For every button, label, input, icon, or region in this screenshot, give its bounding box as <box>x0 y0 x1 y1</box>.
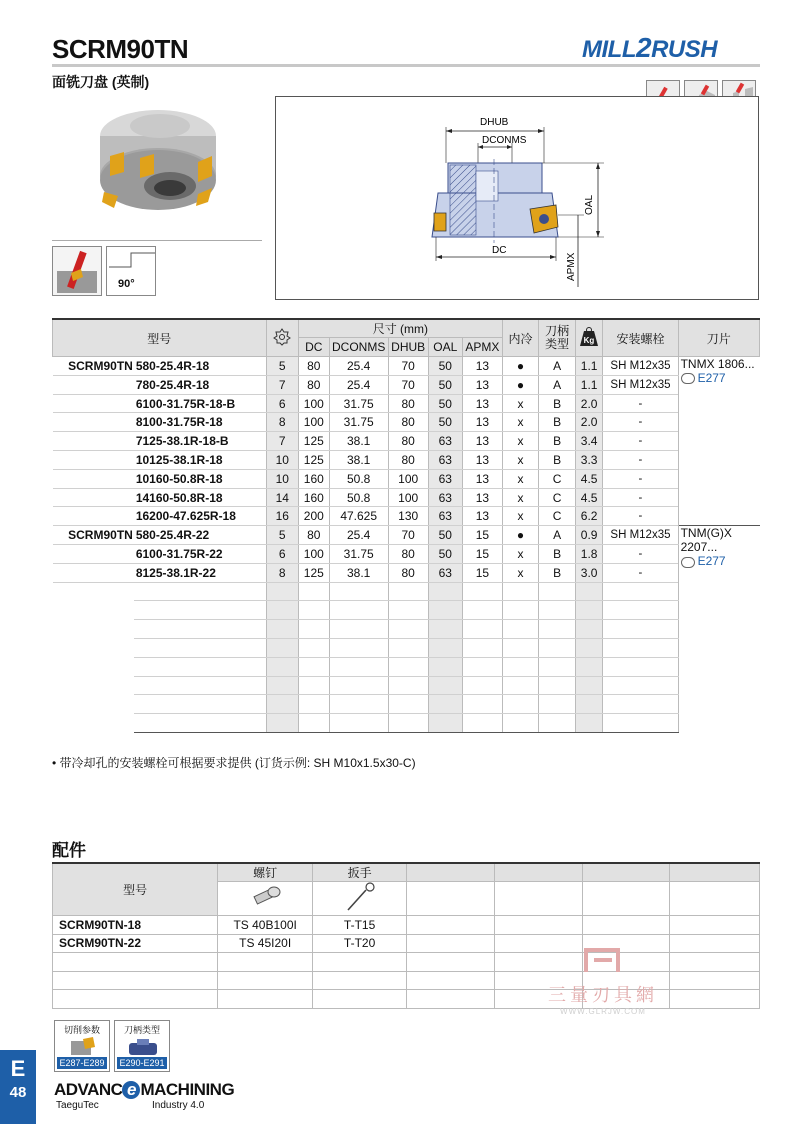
footnote: • 带冷却孔的安装螺栓可根据要求提供 (订货示例: SH M10x1.5x30-C) <box>52 756 416 770</box>
kg-cell: 2.0 <box>575 394 602 413</box>
col-header-bolt: 安装螺栓 <box>603 319 678 357</box>
dc-cell: 125 <box>299 563 330 582</box>
ref-pages: E287-E289 <box>57 1057 107 1069</box>
page-number: 48 <box>9 1084 27 1101</box>
table-row <box>53 394 760 413</box>
page-subtitle: 面铣刀盘 (英制) <box>52 74 150 90</box>
dhub-cell: 70 <box>388 375 428 394</box>
wrench-icon <box>340 882 380 912</box>
model-cell: 7125-38.1R-18-B <box>134 432 266 451</box>
dc-cell: 80 <box>299 375 330 394</box>
shank-cell: C <box>539 488 576 507</box>
kg-cell: 1.1 <box>575 357 602 376</box>
dhub-cell: 70 <box>388 526 428 545</box>
dconms-cell: 50.8 <box>329 488 388 507</box>
dhub-cell: 80 <box>388 413 428 432</box>
shank-cell: C <box>539 469 576 488</box>
bolt-cell: - <box>603 413 678 432</box>
screw-icon <box>245 883 285 911</box>
col-header-insert: 刀片 <box>678 319 759 357</box>
ref-caption: 刀柄类型 <box>123 1025 160 1035</box>
shank-cell: C <box>539 507 576 526</box>
dim-label-oal: OAL <box>584 194 595 215</box>
dc-cell: 80 <box>299 357 330 376</box>
bolt-cell: SH M12x35 <box>603 526 678 545</box>
dconms-cell: 50.8 <box>329 469 388 488</box>
coolant-cell: x <box>502 413 539 432</box>
coolant-cell: ● <box>502 357 539 376</box>
watermark-url: WWW.GLRJW.COM <box>560 1007 646 1016</box>
dhub-cell: 100 <box>388 469 428 488</box>
z-cell: 14 <box>266 488 299 507</box>
kg-cell: 3.0 <box>575 563 602 582</box>
acc-model-cell: SCRM90TN-18 <box>53 916 218 935</box>
group-name <box>53 507 134 526</box>
brand-part3: RUSH <box>651 36 718 63</box>
group-name <box>53 563 134 582</box>
group-name: SCRM90TN <box>53 526 134 545</box>
oal-cell: 63 <box>428 451 463 470</box>
apmx-cell: 13 <box>463 507 503 526</box>
bolt-cell: - <box>603 432 678 451</box>
insert-cell <box>678 357 759 526</box>
model-cell: 580-25.4R-22 <box>134 526 266 545</box>
col-header-teeth <box>266 319 299 357</box>
oal-cell: 63 <box>428 432 463 451</box>
insert-ref-page: E277 <box>697 554 726 569</box>
empty-row <box>53 639 760 658</box>
catalog-icon <box>681 557 695 568</box>
shank-header-line2: 类型 <box>545 337 570 352</box>
shank-cell: B <box>539 432 576 451</box>
catalog-icon <box>681 373 695 384</box>
col-header-shank <box>539 319 576 357</box>
model-cell: 14160-50.8R-18 <box>134 488 266 507</box>
coolant-cell: x <box>502 469 539 488</box>
table-row <box>53 375 760 394</box>
footer-logo <box>54 1080 234 1100</box>
model-cell: 8125-38.1R-22 <box>134 563 266 582</box>
shank-header-line1: 刀柄 <box>545 324 570 339</box>
coolant-cell: x <box>502 432 539 451</box>
col-header-dc: DC <box>299 338 330 357</box>
kg-cell: 3.4 <box>575 432 602 451</box>
brand-part2: 2 <box>635 32 652 63</box>
apmx-cell: 13 <box>463 451 503 470</box>
oal-cell: 50 <box>428 526 463 545</box>
apmx-cell: 15 <box>463 563 503 582</box>
image-divider <box>52 240 262 241</box>
acc-wrench-cell: T-T20 <box>313 934 407 953</box>
acc-header-empty <box>494 863 582 882</box>
group-name <box>53 394 134 413</box>
oal-cell: 50 <box>428 375 463 394</box>
dc-cell: 160 <box>299 469 330 488</box>
bolt-cell: - <box>603 488 678 507</box>
z-cell: 16 <box>266 507 299 526</box>
shank-cell: B <box>539 394 576 413</box>
apmx-cell: 13 <box>463 469 503 488</box>
table-row <box>53 507 760 526</box>
z-cell: 6 <box>266 394 299 413</box>
dim-label-dhub: DHUB <box>480 117 509 128</box>
model-cell: 10125-38.1R-18 <box>134 451 266 470</box>
col-header-dconms: DCONMS <box>329 338 388 357</box>
empty-row <box>53 601 760 620</box>
bolt-cell: SH M12x35 <box>603 375 678 394</box>
bolt-cell: - <box>603 563 678 582</box>
dc-cell: 125 <box>299 451 330 470</box>
lead-angle-value: 90° <box>118 278 135 290</box>
kg-cell: 1.8 <box>575 545 602 564</box>
acc-screw-cell: TS 40B100I <box>218 916 313 935</box>
apmx-cell: 13 <box>463 357 503 376</box>
coolant-cell: x <box>502 545 539 564</box>
table-row <box>53 413 760 432</box>
kg-cell: 6.2 <box>575 507 602 526</box>
oal-cell: 50 <box>428 357 463 376</box>
model-cell: 8100-31.75R-18 <box>134 413 266 432</box>
bolt-cell: - <box>603 545 678 564</box>
wrench-image-cell <box>313 882 407 916</box>
dhub-cell: 130 <box>388 507 428 526</box>
insert-ref[interactable] <box>681 371 758 385</box>
bolt-cell: - <box>603 451 678 470</box>
cutting-data-ref[interactable] <box>54 1020 110 1072</box>
acc-header-wrench: 扳手 <box>313 863 407 882</box>
table-row <box>53 488 760 507</box>
bolt-cell: - <box>603 469 678 488</box>
oal-cell: 63 <box>428 488 463 507</box>
dhub-cell: 80 <box>388 563 428 582</box>
apmx-cell: 13 <box>463 432 503 451</box>
footer-tagline: Industry 4.0 <box>152 1100 205 1111</box>
shank-cell: B <box>539 451 576 470</box>
group-name <box>53 375 134 394</box>
watermark-text: 三量刃具網 <box>548 985 658 1005</box>
footer-brand-e: e <box>122 1081 140 1099</box>
oal-cell: 63 <box>428 507 463 526</box>
dc-cell: 125 <box>299 432 330 451</box>
col-header-coolant: 内冷 <box>502 319 539 357</box>
section-tab <box>0 1050 36 1124</box>
kg-cell: 0.9 <box>575 526 602 545</box>
coolant-cell: x <box>502 488 539 507</box>
group-name <box>53 432 134 451</box>
coolant-cell: ● <box>502 526 539 545</box>
title-divider <box>52 64 760 67</box>
kg-cell: 2.0 <box>575 413 602 432</box>
kg-cell: 4.5 <box>575 488 602 507</box>
group-name <box>53 469 134 488</box>
screw-image-cell <box>218 882 313 916</box>
model-cell: 6100-31.75R-18-B <box>134 394 266 413</box>
technical-drawing <box>275 96 759 300</box>
weight-icon-text: Kg <box>583 335 595 345</box>
dconms-cell: 38.1 <box>329 432 388 451</box>
dc-cell: 100 <box>299 394 330 413</box>
col-header-weight <box>575 319 602 357</box>
dconms-cell: 38.1 <box>329 451 388 470</box>
apmx-cell: 13 <box>463 375 503 394</box>
table-row <box>53 432 760 451</box>
apmx-cell: 15 <box>463 526 503 545</box>
insert-cell <box>678 526 759 582</box>
z-cell: 5 <box>266 526 299 545</box>
shank-cell: A <box>539 375 576 394</box>
watermark <box>538 946 668 1016</box>
empty-row <box>53 620 760 639</box>
dc-cell: 160 <box>299 488 330 507</box>
z-cell: 8 <box>266 563 299 582</box>
shank-cell: A <box>539 357 576 376</box>
z-cell: 8 <box>266 413 299 432</box>
acc-model-cell: SCRM90TN-22 <box>53 934 218 953</box>
product-image <box>80 96 230 236</box>
apmx-cell: 13 <box>463 488 503 507</box>
bolt-cell: SH M12x35 <box>603 357 678 376</box>
dim-label-dc: DC <box>492 245 507 256</box>
kg-cell: 3.3 <box>575 451 602 470</box>
z-cell: 6 <box>266 545 299 564</box>
dhub-cell: 80 <box>388 545 428 564</box>
z-cell: 10 <box>266 451 299 470</box>
group-name <box>53 451 134 470</box>
dc-cell: 100 <box>299 545 330 564</box>
col-header-apmx: APMX <box>463 338 503 357</box>
group-name <box>53 413 134 432</box>
shank-type-ref[interactable] <box>114 1020 170 1072</box>
z-cell: 10 <box>266 469 299 488</box>
footer-company: TaeguTec <box>56 1100 99 1111</box>
col-header-model: 型号 <box>53 319 267 357</box>
coolant-cell: x <box>502 507 539 526</box>
table-row <box>53 526 760 545</box>
apmx-cell: 13 <box>463 394 503 413</box>
insert-ref[interactable] <box>681 554 758 568</box>
table-row <box>53 545 760 564</box>
shank-type-icon <box>125 1037 161 1057</box>
dconms-cell: 31.75 <box>329 394 388 413</box>
coolant-cell: ● <box>502 375 539 394</box>
model-cell: 780-25.4R-18 <box>134 375 266 394</box>
weight-icon <box>578 327 600 347</box>
teeth-count-icon <box>273 328 291 346</box>
dc-cell: 80 <box>299 526 330 545</box>
acc-header-model: 型号 <box>53 863 218 916</box>
apmx-cell: 13 <box>463 413 503 432</box>
shank-cell: A <box>539 526 576 545</box>
oal-cell: 63 <box>428 469 463 488</box>
acc-header-screw: 螺钉 <box>218 863 313 882</box>
kg-cell: 1.1 <box>575 375 602 394</box>
col-header-dhub: DHUB <box>388 338 428 357</box>
model-cell: 6100-31.75R-22 <box>134 545 266 564</box>
ref-pages: E290-E291 <box>117 1057 167 1069</box>
brand-logo <box>582 32 717 64</box>
group-name: SCRM90TN <box>53 357 134 376</box>
model-cell: 16200-47.625R-18 <box>134 507 266 526</box>
bolt-cell: - <box>603 394 678 413</box>
coolant-cell: x <box>502 563 539 582</box>
model-cell: 10160-50.8R-18 <box>134 469 266 488</box>
dim-label-apmx: APMX <box>566 252 577 281</box>
section-letter: E <box>10 1056 26 1081</box>
z-cell: 5 <box>266 357 299 376</box>
table-row <box>53 451 760 470</box>
group-name <box>53 545 134 564</box>
shank-cell: B <box>539 563 576 582</box>
shank-cell: B <box>539 413 576 432</box>
group-name <box>53 488 134 507</box>
acc-screw-cell: TS 45I20I <box>218 934 313 953</box>
acc-wrench-cell: T-T15 <box>313 916 407 935</box>
empty-row <box>53 676 760 695</box>
application-icon <box>52 246 102 296</box>
watermark-logo <box>538 946 668 981</box>
product-table <box>52 318 760 733</box>
oal-cell: 63 <box>428 563 463 582</box>
page-title: SCRM90TN <box>52 34 189 64</box>
dconms-cell: 25.4 <box>329 357 388 376</box>
coolant-cell: x <box>502 394 539 413</box>
dim-label-dconms: DCONMS <box>482 135 527 146</box>
dhub-cell: 80 <box>388 432 428 451</box>
insert-name: TNMX 1806... <box>680 357 755 372</box>
acc-header-empty <box>670 863 760 882</box>
brand-part1: MILL <box>582 36 636 63</box>
kg-cell: 4.5 <box>575 469 602 488</box>
table-row <box>53 563 760 582</box>
dconms-cell: 31.75 <box>329 413 388 432</box>
dconms-cell: 31.75 <box>329 545 388 564</box>
apmx-cell: 15 <box>463 545 503 564</box>
empty-row <box>53 657 760 676</box>
dconms-cell: 25.4 <box>329 526 388 545</box>
model-cell: 580-25.4R-18 <box>134 357 266 376</box>
acc-header-empty <box>407 863 495 882</box>
coolant-cell: x <box>502 451 539 470</box>
insert-name-line2: 2207... <box>680 540 718 555</box>
bolt-cell: - <box>603 507 678 526</box>
oal-cell: 50 <box>428 413 463 432</box>
dc-cell: 200 <box>299 507 330 526</box>
empty-row <box>53 714 760 733</box>
dhub-cell: 80 <box>388 394 428 413</box>
table-row <box>53 357 760 376</box>
dhub-cell: 100 <box>388 488 428 507</box>
dhub-cell: 70 <box>388 357 428 376</box>
acc-header-empty <box>582 863 670 882</box>
oal-cell: 50 <box>428 545 463 564</box>
cutting-data-icon <box>69 1037 97 1057</box>
accessory-row <box>53 916 760 935</box>
accessories-title: 配件 <box>52 841 86 860</box>
oal-cell: 50 <box>428 394 463 413</box>
shank-cell: B <box>539 545 576 564</box>
dconms-cell: 38.1 <box>329 563 388 582</box>
empty-row <box>53 582 760 601</box>
insert-name: TNM(G)X <box>680 526 732 541</box>
z-cell: 7 <box>266 375 299 394</box>
col-header-oal: OAL <box>428 338 463 357</box>
ref-caption: 切削参数 <box>63 1025 100 1035</box>
insert-ref-page: E277 <box>697 371 726 386</box>
table-row <box>53 469 760 488</box>
footer-brand-part3: MACHINING <box>140 1080 235 1099</box>
col-header-dims: 尺寸 (mm) <box>299 319 503 338</box>
dconms-cell: 25.4 <box>329 375 388 394</box>
dc-cell: 100 <box>299 413 330 432</box>
footer-brand-part1: ADVANC <box>54 1080 123 1099</box>
dconms-cell: 47.625 <box>329 507 388 526</box>
z-cell: 7 <box>266 432 299 451</box>
dhub-cell: 80 <box>388 451 428 470</box>
empty-row <box>53 695 760 714</box>
